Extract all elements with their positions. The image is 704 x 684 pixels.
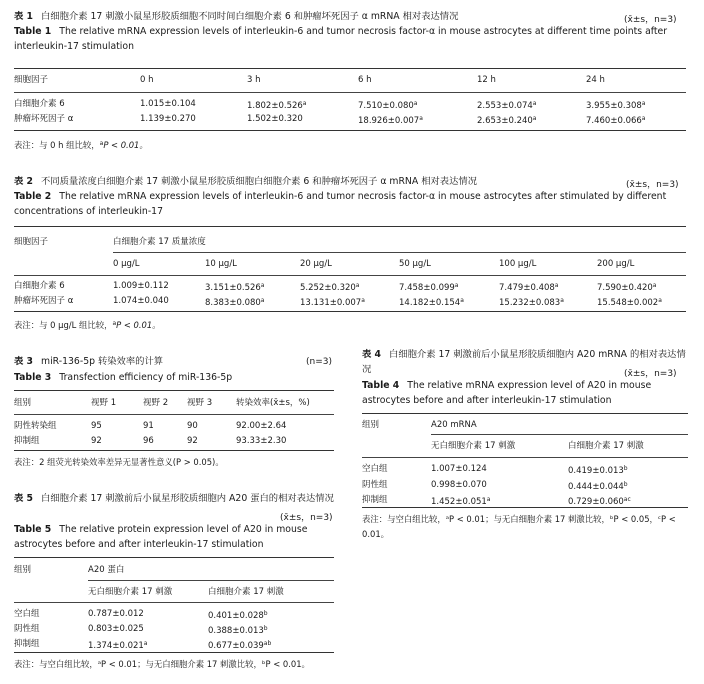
t2-row-0-cell-1: 3.151±0.526$^a$ xyxy=(205,282,265,293)
t5-row-1-name: 阴性组 xyxy=(14,624,40,634)
t2-row-0-cell-4: 7.479±0.408$^a$ xyxy=(499,282,559,293)
table-1-head-2: 3 h xyxy=(247,75,261,85)
table-1-head-0: 细胞因子 xyxy=(14,75,49,85)
t2-row-0-cell-0: 1.009±0.112 xyxy=(113,281,169,291)
t4-row-2-cell-0: 1.452±0.051$^a$ xyxy=(431,496,491,507)
table-3-head-0: 组别 xyxy=(14,398,32,408)
t2-row-0-cell-5: 7.590±0.420$^a$ xyxy=(597,282,657,293)
t1-row-0-cell-1: 1.802±0.526$^a$ xyxy=(247,100,307,111)
table-3-caption-en: Table 3 Transfection efficiency of miR-136-5p xyxy=(14,372,233,383)
t5-row-2-cell-0: 1.374±0.021$^a$ xyxy=(88,640,148,651)
table-3-bottom-rule xyxy=(14,450,334,451)
table-1-head-3: 6 h xyxy=(358,75,372,85)
t5-row-0-cell-0: 0.787±0.012 xyxy=(88,609,144,619)
table-3-caption-cn: 表 3 miR-136-5p 转染效率的计算 xyxy=(14,356,164,367)
table-1-stat: (x̄±s，n=3) xyxy=(624,15,677,25)
table-2-mid-rule xyxy=(14,275,686,276)
table-3-head-4: 转染效率(x̄±s，%) xyxy=(236,398,310,408)
t4-row-1-name: 阴性组 xyxy=(362,480,388,490)
t5-row-1-cell-1: 0.388±0.013$^b$ xyxy=(208,625,268,636)
table-5-head-group: 组别 xyxy=(14,565,32,575)
table-2-bottom-rule xyxy=(14,311,686,312)
table-1-note: 表注：与 0 h 组比较，$^a$P < 0.01。 xyxy=(14,140,148,150)
t3-row-1-cell-4: 93.33±2.30 xyxy=(236,436,287,446)
table-5-head-1: 白细胞介素 17 刺激 xyxy=(208,587,284,597)
t3-row-0-cell-2: 91 xyxy=(143,421,154,431)
t3-row-0-cell-3: 90 xyxy=(187,421,198,431)
t4-row-2-cell-1: 0.729±0.060$^{ac}$ xyxy=(568,496,631,507)
t3-row-1-cell-3: 92 xyxy=(187,436,198,446)
t5-row-2-name: 抑制组 xyxy=(14,639,40,649)
t3-row-1-cell-0: 抑制组 xyxy=(14,436,40,446)
table-3-top-rule xyxy=(14,390,334,391)
table-3-head-3: 视野 3 xyxy=(187,398,213,408)
table-5-span-rule xyxy=(88,580,334,581)
t2-row-1-cell-0: 1.074±0.040 xyxy=(113,296,169,306)
table-5-top-rule xyxy=(14,557,334,558)
table-1-mid-rule xyxy=(14,92,686,93)
table-4-caption-cn: 表 4 白细胞介素 17 刺激前后小鼠星形胶质细胞内 A20 mRNA 的相对表达情况 xyxy=(362,349,686,375)
t3-row-0-cell-1: 95 xyxy=(91,421,102,431)
table-2-head-span: 白细胞介素 17 质量浓度 xyxy=(113,237,206,247)
t5-row-0-cell-1: 0.401±0.028$^b$ xyxy=(208,610,268,621)
t1-row-1-name: 肿瘤坏死因子 α xyxy=(14,114,74,124)
table-3-note: 表注：2 组荧光转染效率差异无显著性意义(P > 0.05)。 xyxy=(14,457,224,467)
t2-row-0-cell-3: 7.458±0.099$^a$ xyxy=(399,282,459,293)
table-1-caption-cn: 表 1 白细胞介素 17 刺激小鼠星形胶质细胞不同时间白细胞介素 6 和肿瘤坏死因子 α mRNA 相对表达情况 xyxy=(14,11,459,22)
t2-row-1-cell-2: 13.131±0.007$^a$ xyxy=(300,297,365,308)
t2-row-1-cell-1: 8.383±0.080$^a$ xyxy=(205,297,265,308)
t5-row-2-cell-1: 0.677±0.039$^{ab}$ xyxy=(208,640,272,651)
table-4-span-rule xyxy=(431,434,688,435)
table-4-note: 表注：与空白组比较，ᵃP < 0.01；与无白细胞介素 17 刺激比较，ᵇP < 0.05，ᶜP < 0.01。 xyxy=(362,514,676,539)
t1-row-1-cell-3: 2.653±0.240$^a$ xyxy=(477,115,537,126)
t4-row-0-cell-1: 0.419±0.013$^b$ xyxy=(568,465,628,476)
t2-row-1-cell-3: 14.182±0.154$^a$ xyxy=(399,297,464,308)
t3-row-0-cell-4: 92.00±2.64 xyxy=(236,421,287,431)
t4-row-0-cell-0: 1.007±0.124 xyxy=(431,464,487,474)
t1-row-0-cell-2: 7.510±0.080$^a$ xyxy=(358,100,418,111)
table-2-head-2: 20 μg/L xyxy=(300,259,332,269)
t3-row-0-cell-0: 阴性转染组 xyxy=(14,421,57,431)
t4-row-2-name: 抑制组 xyxy=(362,495,388,505)
table-4-bottom-rule xyxy=(362,507,688,508)
table-2-head-4: 100 μg/L xyxy=(499,259,537,269)
table-5-head-span: A20 蛋白 xyxy=(88,565,125,575)
table-5-bottom-rule xyxy=(14,652,334,653)
table-2-top-rule xyxy=(14,226,686,227)
t1-row-0-cell-3: 2.553±0.074$^a$ xyxy=(477,100,537,111)
table-1-bottom-rule xyxy=(14,130,686,131)
t1-row-0-cell-4: 3.955±0.308$^a$ xyxy=(586,100,646,111)
table-4-top-rule xyxy=(362,413,688,414)
table-4-caption-en: Table 4 The relative mRNA expression level of A20 in mouse astrocytes before and after interleukin-17 stimulation xyxy=(362,380,652,406)
table-4-mid-rule xyxy=(362,457,688,458)
table-5-mid-rule xyxy=(14,602,334,603)
table-3-head-2: 视野 2 xyxy=(143,398,169,408)
t2-row-1-name: 肿瘤坏死因子 α xyxy=(14,296,74,306)
table-1-head-1: 0 h xyxy=(140,75,154,85)
t1-row-0-cell-0: 1.015±0.104 xyxy=(140,99,196,109)
t1-row-0-name: 白细胞介素 6 xyxy=(14,99,65,109)
table-5-caption-en: Table 5 The relative protein expression level of A20 in mouse astrocytes before and after interleukin-17 stimulation xyxy=(14,524,308,550)
t4-row-1-cell-1: 0.444±0.044$^b$ xyxy=(568,481,628,492)
t1-row-1-cell-1: 1.502±0.320 xyxy=(247,114,303,124)
t5-row-1-cell-0: 0.803±0.025 xyxy=(88,624,144,634)
table-5-caption-cn: 表 5 白细胞介素 17 刺激前后小鼠星形胶质细胞内 A20 蛋白的相对表达情况 xyxy=(14,493,334,504)
t2-row-0-name: 白细胞介素 6 xyxy=(14,281,65,291)
t4-row-0-name: 空白组 xyxy=(362,464,388,474)
table-5-stat: (x̄±s，n=3) xyxy=(280,513,333,523)
table-1-head-5: 24 h xyxy=(586,75,605,85)
table-2-head-3: 50 μg/L xyxy=(399,259,431,269)
table-2-caption-cn: 表 2 不同质量浓度白细胞介素 17 刺激小鼠星形胶质细胞白细胞介素 6 和肿瘤坏死因子 α mRNA 相对表达情况 xyxy=(14,176,477,187)
table-4-stat: (x̄±s，n=3) xyxy=(624,369,677,379)
table-1-caption-en: Table 1 The relative mRNA expression levels of interleukin-6 and tumor necrosis factor-α in mouse astrocytes at different time points after interleukin-17 stimulation xyxy=(14,26,668,52)
table-3-head-1: 视野 1 xyxy=(91,398,117,408)
table-2-note: 表注：与 0 μg/L 组比较，$^a$P < 0.01。 xyxy=(14,320,161,330)
table-4-head-1: 白细胞介素 17 刺激 xyxy=(568,441,644,451)
table-2-head-0: 0 μg/L xyxy=(113,259,140,269)
t3-row-1-cell-1: 92 xyxy=(91,436,102,446)
t1-row-1-cell-0: 1.139±0.270 xyxy=(140,114,196,124)
table-3-stat: (n=3) xyxy=(306,357,332,367)
table-5-note: 表注：与空白组比较，ᵃP < 0.01；与无白细胞介素 17 刺激比较，ᵇP < 0.01。 xyxy=(14,659,310,669)
table-4-head-0: 无白细胞介素 17 刺激 xyxy=(431,441,516,451)
table-3-mid-rule xyxy=(14,414,334,415)
t3-row-1-cell-2: 96 xyxy=(143,436,154,446)
table-1-top-rule xyxy=(14,68,686,69)
table-4-head-span: A20 mRNA xyxy=(431,420,477,430)
t2-row-1-cell-4: 15.232±0.083$^a$ xyxy=(499,297,564,308)
t4-row-1-cell-0: 0.998±0.070 xyxy=(431,480,487,490)
t1-row-1-cell-2: 18.926±0.007$^a$ xyxy=(358,115,423,126)
table-2-stat: (x̄±s，n=3) xyxy=(626,180,679,190)
t2-row-0-cell-2: 5.252±0.320$^a$ xyxy=(300,282,360,293)
table-4-head-group: 组别 xyxy=(362,420,380,430)
table-2-caption-en: Table 2 The relative mRNA expression levels of interleukin-6 and tumor necrosis factor-α in mouse astrocytes after stimulated by different concentrations of interleukin-17 xyxy=(14,191,667,217)
t5-row-0-name: 空白组 xyxy=(14,609,40,619)
table-2-head-group: 细胞因子 xyxy=(14,237,49,247)
table-2-head-5: 200 μg/L xyxy=(597,259,635,269)
table-2-head-1: 10 μg/L xyxy=(205,259,237,269)
table-2-span-rule xyxy=(113,252,686,253)
t1-row-1-cell-4: 7.460±0.066$^a$ xyxy=(586,115,646,126)
table-5-head-0: 无白细胞介素 17 刺激 xyxy=(88,587,173,597)
t2-row-1-cell-5: 15.548±0.002$^a$ xyxy=(597,297,662,308)
table-1-head-4: 12 h xyxy=(477,75,496,85)
